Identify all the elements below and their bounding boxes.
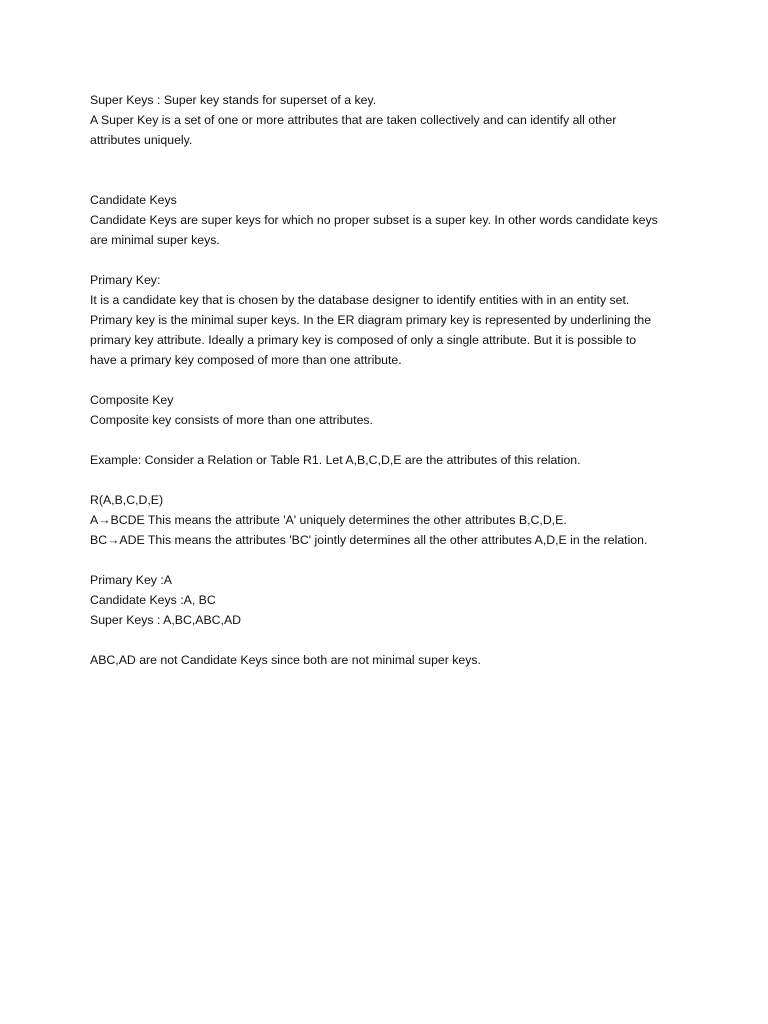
section-composite-key xyxy=(90,390,710,430)
spacer xyxy=(90,250,710,270)
example-intro: Example: Consider a Relation or Table R1. Let A,B,C,D,E are the attributes of this relation. xyxy=(90,453,581,467)
candidate-keys-text-line: Candidate Keys are super keys for which no proper subset is a super key. In other words candidate keys xyxy=(90,213,658,227)
candidate-keys-heading: Candidate Keys xyxy=(90,193,177,207)
example-dependency: A→BCDE This means the attribute 'A' uniquely determines the other attributes B,C,D,E. xyxy=(90,513,567,527)
spacer xyxy=(90,550,710,570)
composite-key-heading: Composite Key xyxy=(90,393,174,407)
section-candidate-keys xyxy=(90,190,710,250)
example-dependency: BC→ADE This means the attributes 'BC' jointly determines all the other attributes A,D,E in the relation. xyxy=(90,533,648,547)
spacer xyxy=(90,430,710,450)
section-super-keys xyxy=(90,90,710,150)
super-keys-heading: Super Keys : Super key stands for superset of a key. xyxy=(90,93,377,107)
spacer xyxy=(90,630,710,650)
primary-key-text-line: It is a candidate key that is chosen by the database designer to identify entities with in an entity set. xyxy=(90,293,630,307)
conclusion-text: ABC,AD are not Candidate Keys since both are not minimal super keys. xyxy=(90,653,481,667)
section-example xyxy=(90,450,710,550)
primary-key-text-line: have a primary key composed of more than one attribute. xyxy=(90,353,402,367)
composite-key-text-line: Composite key consists of more than one attributes. xyxy=(90,413,373,427)
spacer xyxy=(90,150,710,190)
primary-key-text-line: primary key attribute. Ideally a primary key is composed of only a single attribute. But it is possible to xyxy=(90,333,637,347)
super-keys-text-line: A Super Key is a set of one or more attributes that are taken collectively and can identify all other xyxy=(90,113,617,127)
candidate-keys-text-line: are minimal super keys. xyxy=(90,233,220,247)
primary-key-text-line: Primary key is the minimal super keys. In the ER diagram primary key is represented by underlining the xyxy=(90,313,652,327)
section-conclusion xyxy=(90,650,710,670)
summary-super-keys: Super Keys : A,BC,ABC,AD xyxy=(90,613,242,627)
document-page xyxy=(90,90,710,670)
example-relation: R(A,B,C,D,E) xyxy=(90,493,164,507)
spacer xyxy=(90,470,710,490)
section-primary-key xyxy=(90,270,710,370)
summary-candidate-keys: Candidate Keys :A, BC xyxy=(90,593,216,607)
spacer xyxy=(90,370,710,390)
primary-key-heading: Primary Key: xyxy=(90,273,161,287)
super-keys-text-line: attributes uniquely. xyxy=(90,133,193,147)
summary-primary-key: Primary Key :A xyxy=(90,573,172,587)
section-summary xyxy=(90,570,710,630)
